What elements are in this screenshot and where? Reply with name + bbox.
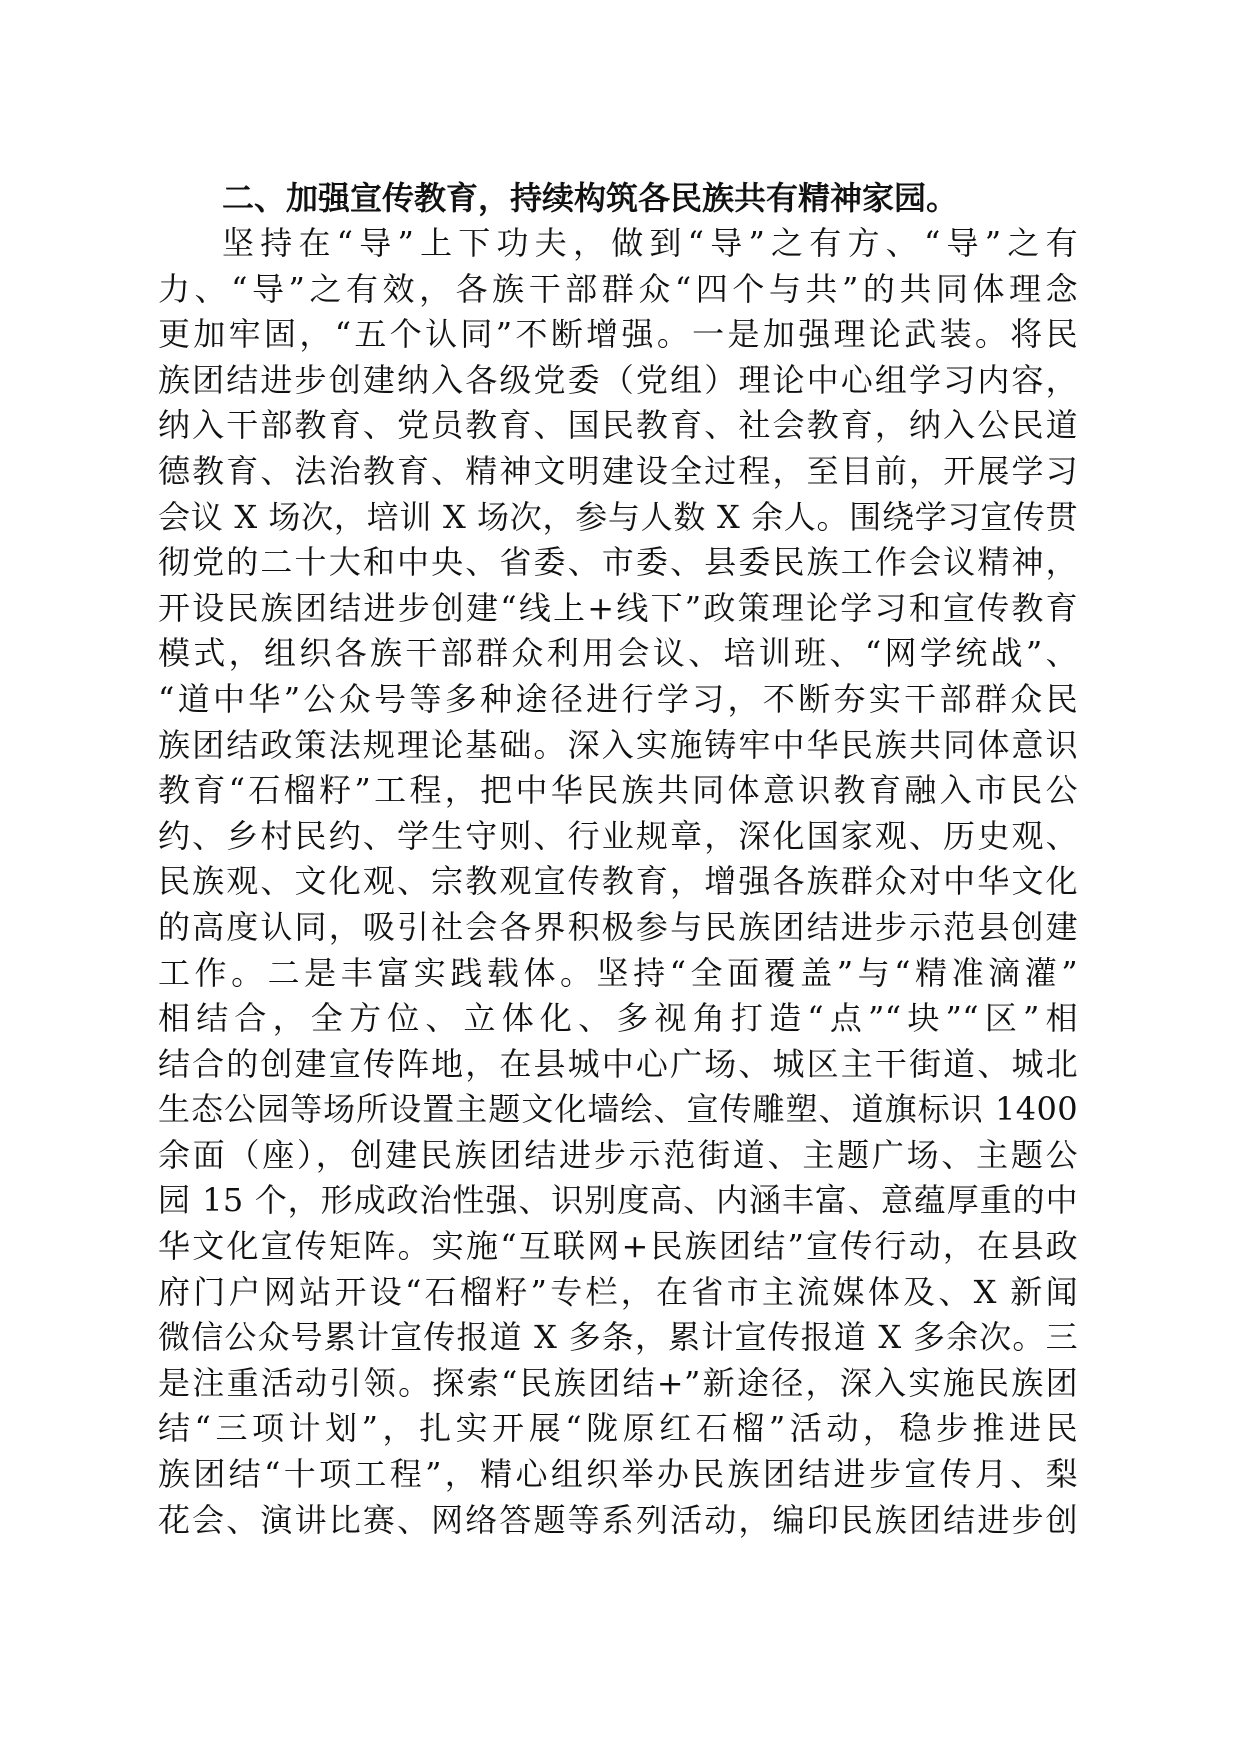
paragraph bbox=[158, 221, 1078, 1543]
text-line: 族团结进步创建纳入各级党委（党组）理论中心组学习内容， bbox=[158, 360, 1078, 399]
text-line: 族团结政策法规理论基础。深入实施铸牢中华民族共同体意识 bbox=[158, 725, 1078, 764]
text-line: 结“三项计划”，扎实开展“陇原红石榴”活动，稳步推进民 bbox=[158, 1409, 1078, 1448]
text-line: 德教育、法治教育、精神文明建设全过程，至目前，开展学习 bbox=[158, 451, 1078, 490]
text-line: 生态公园等场所设置主题文化墙绘、宣传雕塑、道旗标识 1400 bbox=[158, 1090, 1078, 1129]
text-line: 结合的创建宣传阵地，在县城中心广场、城区主干街道、城北 bbox=[158, 1044, 1078, 1083]
text-line: 府门户网站开设“石榴籽”专栏，在省市主流媒体及、X 新闻 bbox=[158, 1272, 1078, 1311]
text-line: 会议 X 场次，培训 X 场次，参与人数 X 余人。围绕学习宣传贯 bbox=[158, 497, 1078, 536]
text-line: 约、乡村民约、学生守则、行业规章，深化国家观、历史观、 bbox=[158, 816, 1078, 855]
text-line: 更加牢固，“五个认同”不断增强。一是加强理论武装。将民 bbox=[158, 315, 1078, 354]
text-line: 纳入干部教育、党员教育、国民教育、社会教育，纳入公民道 bbox=[158, 406, 1078, 445]
section-heading: 二、加强宣传教育，持续构筑各民族共有精神家园。 bbox=[222, 179, 959, 217]
text-line: 教育“石榴籽”工程，把中华民族共同体意识教育融入市民公 bbox=[158, 771, 1078, 810]
text-line: 坚持在“导”上下功夫，做到“导”之有方、“导”之有 bbox=[222, 224, 1078, 262]
text-line: 工作。二是丰富实践载体。坚持“全面覆盖”与“精准滴灌” bbox=[158, 953, 1078, 992]
text-line: 是注重活动引领。探索“民族团结+”新途径，深入实施民族团 bbox=[158, 1363, 1078, 1402]
text-line: 花会、演讲比赛、网络答题等系列活动，编印民族团结进步创 bbox=[158, 1500, 1078, 1539]
text-line: 华文化宣传矩阵。实施“互联网+民族团结”宣传行动，在县政 bbox=[158, 1227, 1078, 1266]
text-line: 园 15 个，形成政治性强、识别度高、内涵丰富、意蕴厚重的中 bbox=[158, 1181, 1078, 1220]
text-line: 微信公众号累计宣传报道 X 多条，累计宣传报道 X 多余次。三 bbox=[158, 1318, 1078, 1357]
text-line: 族团结“十项工程”，精心组织举办民族团结进步宣传月、梨 bbox=[158, 1455, 1078, 1494]
text-line: 彻党的二十大和中央、省委、市委、县委民族工作会议精神， bbox=[158, 543, 1078, 582]
text-line: 民族观、文化观、宗教观宣传教育，增强各族群众对中华文化 bbox=[158, 862, 1078, 901]
text-line: 相结合，全方位、立体化、多视角打造“点”“块”“区”相 bbox=[158, 999, 1078, 1038]
text-line: 力、“导”之有效，各族干部群众“四个与共”的共同体理念 bbox=[158, 269, 1078, 308]
text-line: 模式，组织各族干部群众利用会议、培训班、“网学统战”、 bbox=[158, 634, 1078, 673]
text-line: “道中华”公众号等多种途径进行学习，不断夯实干部群众民 bbox=[158, 679, 1078, 718]
document-body bbox=[158, 176, 1078, 1543]
text-line: 开设民族团结进步创建“线上+线下”政策理论学习和宣传教育 bbox=[158, 588, 1078, 627]
text-line: 的高度认同，吸引社会各界积极参与民族团结进步示范县创建 bbox=[158, 907, 1078, 946]
text-line: 余面（座），创建民族团结进步示范街道、主题广场、主题公 bbox=[158, 1135, 1078, 1174]
